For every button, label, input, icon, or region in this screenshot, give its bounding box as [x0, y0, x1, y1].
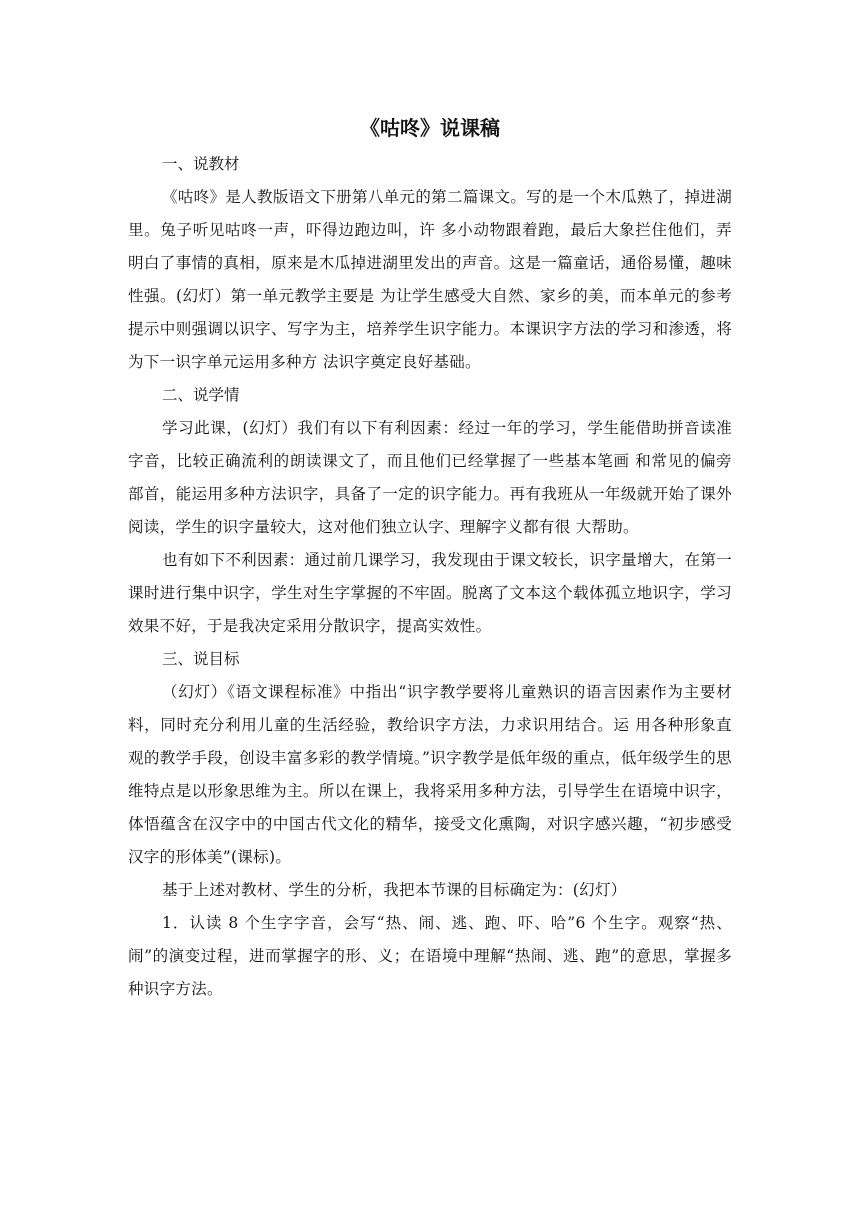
paragraph-favorable-factors: 学习此课，(幻灯）我们有以下有利因素：经过一年的学习，学生能借助拼音读准字音，比较正确流利的朗读课文了，而且他们已经掌握了一些基本笔画 和常见的偏旁部首，能运用多种方法识字，具备了一定的识字能力。再有我班从一年级就开始了课外阅读，学生的识字量较大，这对他们独立认字、理解字义都有很 大帮助。	[128, 419, 732, 536]
paragraph-objectives-intro: 基于上述对教材、学生的分析，我把本节课的目标确定为：(幻灯）	[162, 881, 627, 899]
paragraph-unfavorable-factors: 也有如下不利因素：通过前几课学习，我发现由于课文较长，识字量增大，在第一课时进行集中识字，学生对生字掌握的不牢固。脱离了文本这个载体孤立地识字，学习效果不好，于是我决定采用分散识字，提高实效性。	[128, 551, 732, 635]
section-heading-student-situation: 二、说学情	[162, 386, 240, 404]
paragraph-teaching-material: 《咕咚》是人教版语文下册第八单元的第二篇课文。写的是一个木瓜熟了，掉进湖里。兔子听见咕咚一声，吓得边跑边叫，许 多小动物跟着跑，最后大象拦住他们，弄明白了事情的真相，原来是木瓜掉进湖里发出的声音。这是一篇童话，通俗易懂，趣味性强。(幻灯）第一单元教学主要是 为让学生感受大自然、家乡的美，而本单元的参考提示中则强调以识字、写字为主，培养学生识字能力。本课识字方法的学习和渗透，将为下一识字单元运用多种方 法识字奠定良好基础。	[128, 188, 732, 371]
document-title: 《咕咚》说课稿	[360, 116, 500, 140]
paragraph-objective-1: 1．认读 8 个生字字音，会写“热、闹、逃、跑、吓、哈”6 个生字。观察“热、闹”的演变过程，进而掌握字的形、义；在语境中理解“热闹、逃、跑”的意思，掌握多种识字方法。	[128, 914, 732, 998]
paragraph-curriculum-standard: （幻灯）《语文课程标准》中指出“识字教学要将儿童熟识的语言因素作为主要材料，同时充分利用儿童的生活经验，教给识字方法，力求识用结合。运 用各种形象直观的教学手段，创设丰富多彩的教学情境。”识字教学是低年级的重点，低年级学生的思维特点是以形象思维为主。所以在课上，我将采用多种方法，引导学生在语境中识字，体悟蕴含在汉字中的中国古代文化的精华，接受文化熏陶，对识字感兴趣，“初步感受汉字的形体美”(课标)。	[128, 683, 732, 866]
document-body	[128, 110, 732, 1006]
section-heading-teaching-material: 一、说教材	[162, 155, 240, 173]
section-heading-objectives: 三、说目标	[162, 650, 240, 668]
